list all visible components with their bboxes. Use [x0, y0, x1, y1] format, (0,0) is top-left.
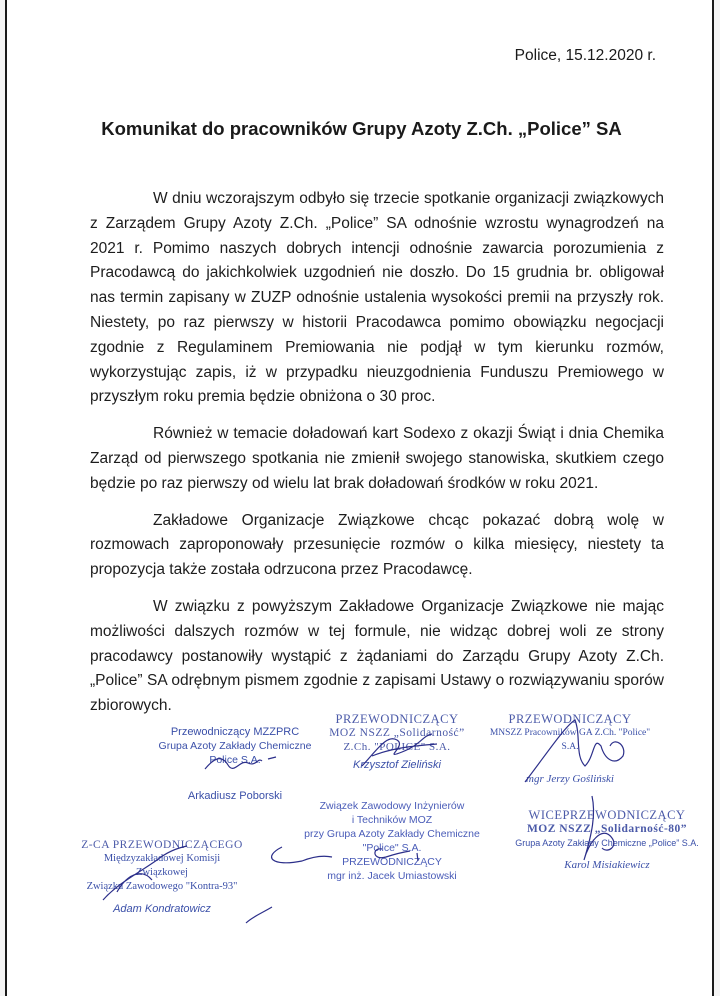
- paragraph-3: Zakładowe Organizacje Związkowe chcąc pokazać dobrą wolę w rozmowach zaproponowały przesunięcie rozmów o kilka miesięcy, niestety ta propozycja także została odrzucona przez Pracodawcę.: [90, 511, 664, 579]
- document-body: [90, 187, 664, 731]
- signature-company: "Police" S.A.: [362, 842, 422, 854]
- signature-title: PRZEWODNICZĄCY: [508, 712, 632, 726]
- signatory-name: Arkadiusz Poborski: [187, 790, 283, 802]
- signature-block-mnszz: [485, 712, 655, 786]
- signature-title: PRZEWODNICZĄCY: [342, 856, 442, 868]
- signatory-name: mgr Jerzy Gośliński: [526, 773, 614, 785]
- signature-block-zziit: [302, 799, 482, 883]
- signature-title: Z-CA PRZEWODNICZĄCEGO: [81, 839, 243, 851]
- signature-title: PRZEWODNICZĄCY: [335, 712, 459, 726]
- signature-org-2: i Techników MOZ: [351, 814, 433, 826]
- document-title: Komunikat do pracowników Grupy Azoty Z.Ch. „Police” SA: [101, 118, 622, 139]
- signatory-name: Krzysztof Zieliński: [352, 759, 442, 771]
- paragraph-4: W związku z powyższym Zakładowe Organizacje Związkowe nie mając możliwości dalszych rozmów w tej formule, nie widząc dobrej woli ze strony pracodawcy postanowiły wystąpić z żądaniami do Zarządu Grupy Azoty Z.Ch. „Police” SA odrębnym pismem zgodnie z zapisami Ustawy o rozwiązywaniu sporów zbiorowych.: [90, 597, 664, 715]
- signature-block-mzzprc: [145, 725, 325, 803]
- signature-org: MOZ NSZZ „Solidarność”: [329, 727, 465, 739]
- signature-company: Grupa Azoty Zakłady Chemiczne „Police” S.A.: [515, 838, 699, 848]
- signatory-name: Karol Misiakiewicz: [564, 859, 650, 871]
- signatory-name: Adam Kondratowicz: [113, 903, 211, 915]
- signature-title: Przewodniczący MZZPRC: [170, 726, 300, 738]
- document-page: [5, 0, 714, 996]
- signature-org: MNSZZ Pracowników GA Z.Ch. "Police" S.A.: [489, 728, 651, 752]
- signatory-name: mgr inż. Jacek Umiastowski: [327, 870, 457, 882]
- signature-org: Grupa Azoty Zakłady Chemiczne Police S.A.: [158, 740, 312, 766]
- signature-block-solidarnosc-80: [512, 808, 702, 872]
- signature-block-moz-nszz: [322, 712, 472, 772]
- paragraph-1: W dniu wczorajszym odbyło się trzecie spotkanie organizacji związkowych z Zarządem Grupy Azoty Z.Ch. „Police” SA odnośnie wzrostu wynagrodzeń na 2021 r. Pomimo naszych dobrych intencji odnośnie zawarcia porozumienia z Pracodawcą do jakichkolwiek uzgodnień nie doszło. Do 15 grudnia br. obligował nas termin zapisany w ZUZP odnośnie ustalenia wysokości premii na przyszły rok. Niestety, po raz pierwszy w historii Pracodawca pomimo obowiązku negocjacji zgodnie z Regulaminem Premiowania nie podjął w tym kierunku rozmów, wykorzystując zapis, iż w przypadku nieuzgodnienia Funduszu Premiowego w przyszłym roku premia będzie obniżona o 30 proc.: [90, 190, 664, 406]
- signature-org: MOZ NSZZ „Solidarność-80”: [526, 823, 688, 835]
- paragraph-2: Również w temacie doładowań kart Sodexo z okazji Świąt i dnia Chemika Zarząd od pierwszego spotkania nie zmienił swojego stanowiska, skutkiem czego będzie po raz pierwszy od wielu lat brak doładowań środków w roku 2021.: [90, 425, 664, 492]
- signature-org: Związek Zawodowy Inżynierów: [319, 800, 465, 812]
- signature-company: Z.Ch. "POLICE" S.A.: [343, 741, 451, 753]
- date-line: Police, 15.12.2020 r.: [514, 47, 656, 64]
- signature-org-3: przy Grupa Azoty Zakłady Chemiczne: [304, 828, 480, 840]
- signature-union: Związku Zawodowego "Kontra-93": [86, 881, 238, 892]
- signature-org: Międzyzakładowej Komisji Związkowej: [103, 853, 221, 878]
- signature-block-kontra-93: [77, 838, 247, 916]
- signature-title: WICEPRZEWODNICZĄCY: [528, 808, 686, 822]
